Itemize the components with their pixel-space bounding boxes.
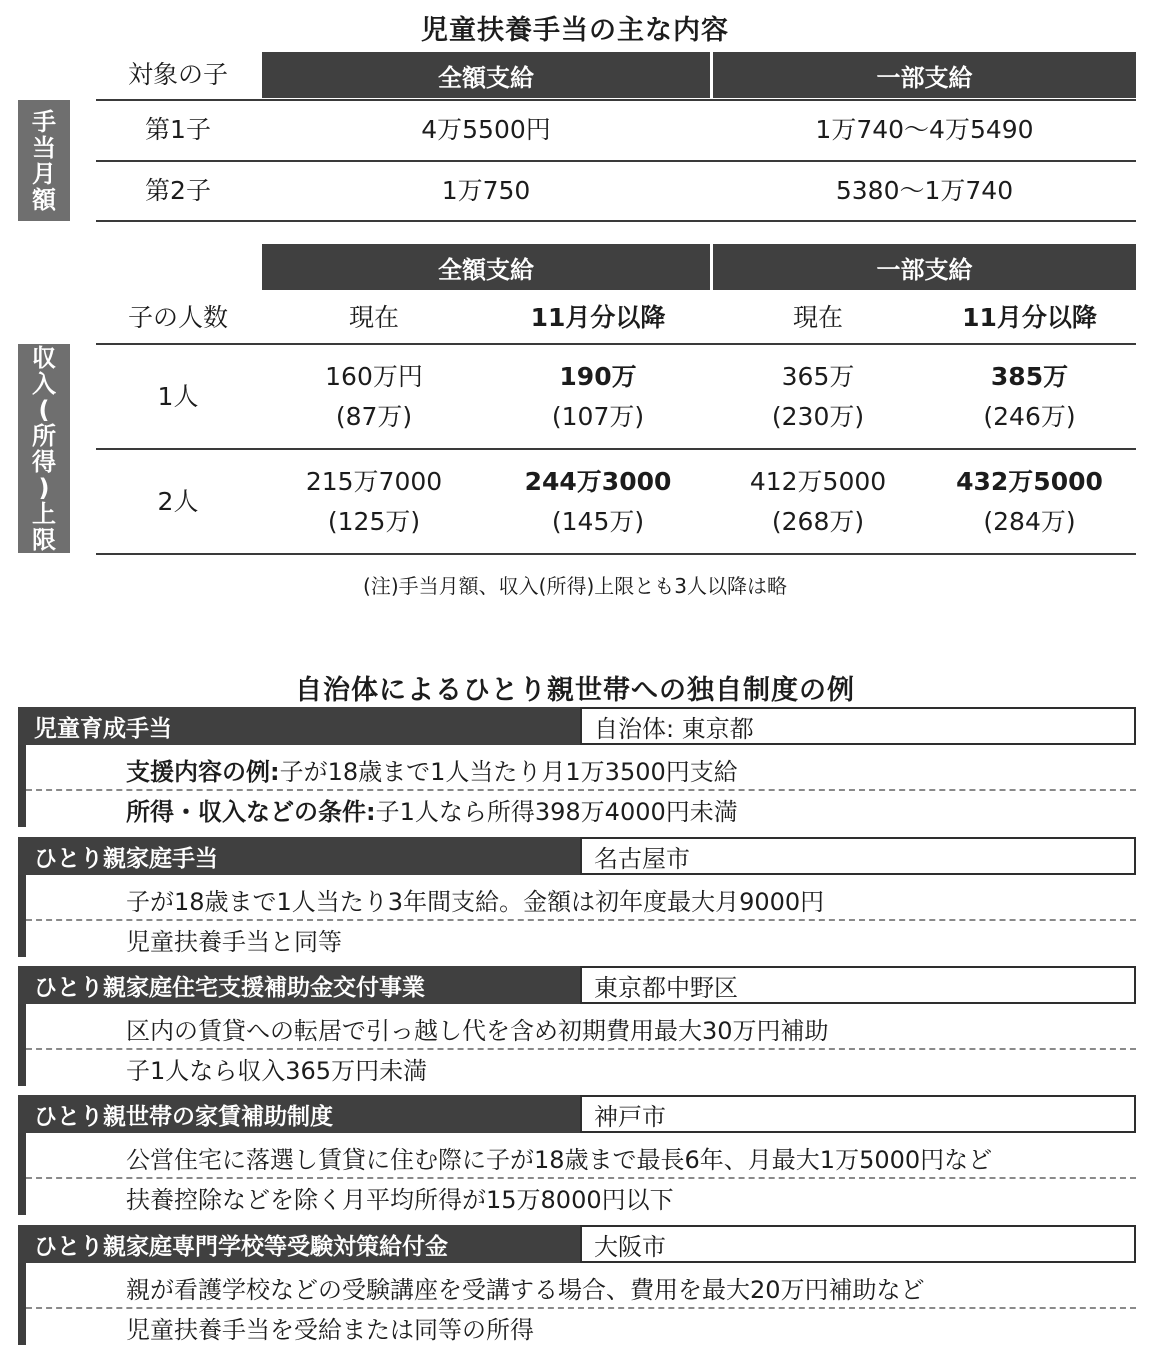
- cell-monthly-partial: 1万740〜4万5490: [815, 115, 1034, 144]
- subheader-current: 現在: [792, 303, 843, 332]
- programs-title: 自治体によるひとり親世帯への独自制度の例: [295, 675, 855, 706]
- side-label-income-limit: 収 入 ( 所 得 ) 上 限: [18, 344, 70, 553]
- program-name: ひとり親家庭手当: [18, 837, 580, 875]
- table-title: 児童扶養手当の主な内容: [421, 15, 729, 46]
- condition-text: 児童扶養手当と同等: [126, 927, 342, 956]
- header-partial-payment: 一部支給: [713, 244, 1136, 290]
- income-cell: 365万 (230万): [771, 361, 865, 431]
- program-condition-line: [26, 919, 1136, 959]
- cell-monthly-partial: 5380〜1万740: [835, 176, 1014, 205]
- row-label-one-child: 1人: [157, 381, 199, 411]
- program-detail-line: [26, 1267, 1136, 1307]
- condition-text: 扶養控除などを除く月平均所得が15万8000円以下: [126, 1185, 674, 1214]
- cell-monthly-full: 4万5500円: [421, 115, 551, 144]
- income-cell: 412万5000 (268万): [749, 466, 887, 536]
- program-name: ひとり親家庭住宅支援補助金交付事業: [18, 966, 580, 1004]
- detail-text: 子が18歳まで1人当たり月1万3500円支給: [279, 757, 738, 786]
- col-label-target-child: 対象の子: [127, 60, 228, 89]
- program-detail-line: [26, 1008, 1136, 1048]
- condition-text: 子1人なら所得398万4000円未満: [375, 797, 738, 826]
- income-cell: 160万円 (87万): [325, 361, 423, 431]
- side-label-monthly: 手 当 月 額: [18, 100, 70, 221]
- program-condition-line: [26, 1307, 1136, 1347]
- municipality: 自治体: 東京都: [580, 707, 1136, 745]
- detail-text: 区内の賃貸への転居で引っ越し代を含め初期費用最大30万円補助: [126, 1016, 829, 1045]
- income-cell: 190万 (107万): [551, 361, 645, 431]
- program-item: [18, 837, 1136, 957]
- subheader-from-november: 11月分以降: [530, 303, 666, 332]
- program-name: 児童育成手当: [18, 707, 580, 745]
- municipality: 東京都中野区: [580, 966, 1136, 1004]
- program-name: ひとり親世帯の家賃補助制度: [18, 1095, 580, 1133]
- program-condition-line: [26, 1048, 1136, 1088]
- program-detail-line: [26, 1137, 1136, 1177]
- program-detail-line: [26, 879, 1136, 919]
- row-label-first-child: 第1子: [145, 115, 211, 144]
- municipality: 大阪市: [580, 1225, 1136, 1263]
- program-item: [18, 707, 1136, 827]
- subheader-from-november: 11月分以降: [962, 303, 1097, 332]
- program-item: [18, 1095, 1136, 1215]
- cell-monthly-full: 1万750: [441, 176, 531, 205]
- municipality: 名古屋市: [580, 837, 1136, 875]
- income-cell: 244万3000 (145万): [524, 466, 672, 536]
- program-item: [18, 1225, 1136, 1345]
- program-item: [18, 966, 1136, 1086]
- detail-text: 公営住宅に落選し賃貸に住む際に子が18歳まで最長6年、月最大1万5000円など: [126, 1145, 993, 1174]
- condition-text: 子1人なら収入365万円未満: [126, 1056, 428, 1085]
- income-cell: 432万5000 (284万): [956, 466, 1103, 536]
- income-cell: 385万 (246万): [983, 361, 1076, 431]
- condition-label: 所得・収入などの条件:: [126, 797, 376, 826]
- program-condition-line: [26, 1177, 1136, 1217]
- program-detail-line: [26, 749, 1136, 789]
- header-full-payment: 全額支給: [262, 52, 710, 98]
- income-cell: 215万7000 (125万): [305, 466, 443, 536]
- table-note: (注)手当月額、収入(所得)上限とも3人以降は略: [363, 574, 787, 598]
- subheader-current: 現在: [348, 303, 399, 332]
- municipality: 神戸市: [580, 1095, 1136, 1133]
- col-label-children: 子の人数: [127, 303, 228, 332]
- header-partial-payment: 一部支給: [713, 52, 1136, 98]
- row-label-second-child: 第2子: [145, 176, 211, 205]
- condition-text: 児童扶養手当を受給または同等の所得: [126, 1315, 534, 1344]
- program-condition-line: [26, 789, 1136, 829]
- header-full-payment: 全額支給: [262, 244, 710, 290]
- program-name: ひとり親家庭専門学校等受験対策給付金: [18, 1225, 580, 1263]
- row-label-two-children: 2人: [157, 486, 199, 516]
- detail-text: 親が看護学校などの受験講座を受講する場合、費用を最大20万円補助など: [126, 1275, 925, 1304]
- detail-text: 子が18歳まで1人当たり3年間支給。金額は初年度最大月9000円: [126, 887, 825, 916]
- detail-label: 支援内容の例:: [126, 757, 280, 786]
